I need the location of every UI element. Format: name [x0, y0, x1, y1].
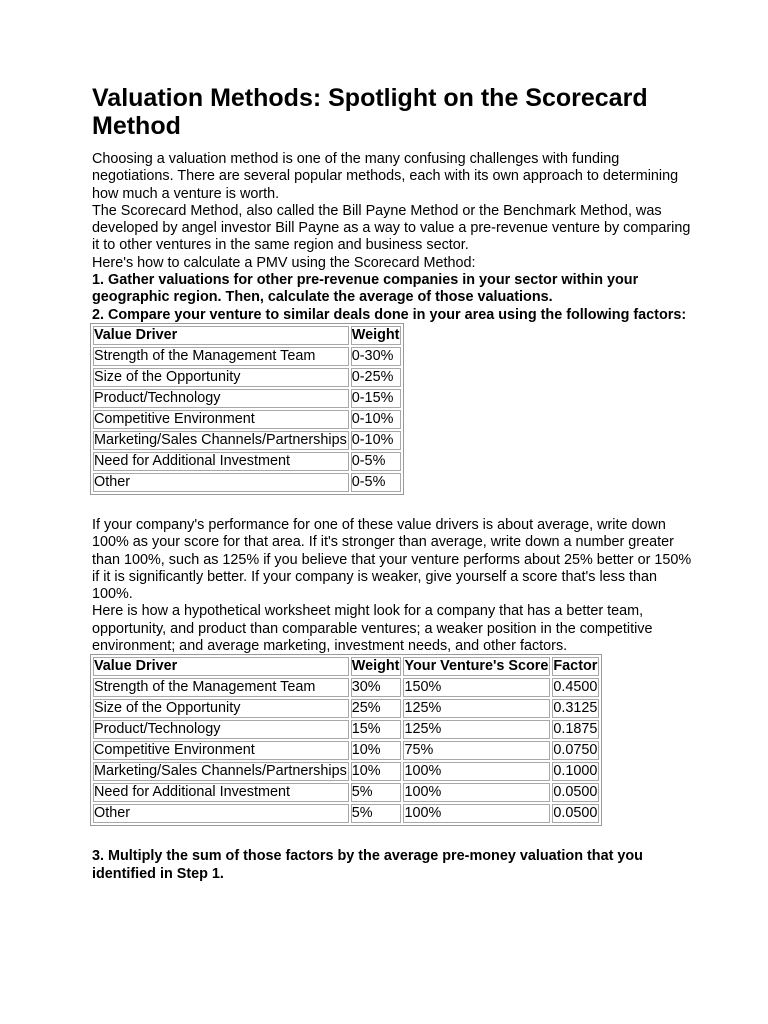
table-cell: Other	[93, 473, 349, 492]
header-score: Your Venture's Score	[404, 658, 549, 675]
table-cell: 0.0500	[553, 784, 598, 801]
table-cell: 0-15%	[351, 389, 402, 408]
spacer	[92, 826, 692, 848]
table-row	[93, 804, 599, 823]
table-header-row	[93, 326, 401, 345]
table-row	[93, 452, 401, 471]
page-title: Valuation Methods: Spotlight on the Scorecard Method	[92, 84, 648, 140]
table-row	[93, 762, 599, 781]
table-cell: Competitive Environment	[93, 410, 349, 429]
table-cell: 0.3125	[553, 700, 598, 717]
table-cell: 0.1000	[553, 763, 598, 780]
table-cell: 100%	[403, 783, 550, 802]
table-row	[93, 389, 401, 408]
worksheet-table	[90, 654, 602, 826]
table-cell: Product/Technology	[93, 720, 349, 739]
intro-paragraph: Choosing a valuation method is one of the many confusing challenges with funding negotiations. There are several popular methods, each with its own approach to determining how much a venture is worth.	[92, 151, 679, 202]
header-weight: Weight	[351, 658, 400, 675]
table-row	[93, 368, 401, 387]
table-cell: 150%	[403, 678, 550, 697]
performance-paragraph: If your company's performance for one of these value drivers is about average, write down 100% as your score for that area. If it's stronger than average, write down a number greater than 100%, such as 125% if you believe that your venture performs about 25% better or 150% if it is significantly better. If your company is weaker, give yourself a score that's less than 100%.	[92, 516, 692, 603]
table-cell: 125%	[403, 720, 550, 739]
table-cell: Size of the Opportunity	[93, 699, 349, 718]
table-cell: Product/Technology	[93, 389, 349, 408]
table-cell: 30%	[351, 678, 402, 697]
table-cell: 5%	[351, 783, 402, 802]
table-cell: 15%	[351, 720, 402, 739]
table-cell: Strength of the Management Team	[93, 347, 349, 366]
weights-table	[90, 323, 404, 495]
spacer	[92, 495, 692, 517]
table-cell: 5%	[351, 804, 402, 823]
table-cell: 0.1875	[553, 721, 598, 738]
table-cell: Marketing/Sales Channels/Partnerships	[94, 431, 347, 448]
header-value-driver: Value Driver	[93, 326, 349, 345]
table-cell: 25%	[351, 699, 402, 718]
table-cell: Other	[93, 804, 349, 823]
table-cell: 0-10%	[351, 431, 402, 450]
table-row	[93, 678, 599, 697]
howto-paragraph: Here's how to calculate a PMV using the Scorecard Method:	[92, 254, 476, 271]
table-row	[93, 431, 401, 450]
table-cell: Need for Additional Investment	[93, 452, 349, 471]
step-1: 1. Gather valuations for other pre-revenue companies in your sector within your geographic region. Then, calculate the average of those valuations.	[92, 272, 639, 306]
table-row	[93, 783, 599, 802]
table-cell: 0-10%	[351, 410, 402, 429]
table-row	[93, 699, 599, 718]
table-cell: 0.0500	[553, 805, 598, 822]
table-cell: Strength of the Management Team	[93, 678, 349, 697]
header-weight: Weight	[351, 326, 400, 343]
table-row	[93, 741, 599, 760]
hypothetical-paragraph: Here is how a hypothetical worksheet might look for a company that has a better team, opportunity, and product than comparable ventures; a weaker position in the competitive environment; and average marketing, investment needs, and other factors.	[92, 603, 653, 655]
table-header-row	[93, 657, 599, 676]
table-row	[93, 410, 401, 429]
table-row	[93, 720, 599, 739]
table-cell: 0.0750	[553, 742, 598, 759]
table-cell: 0.4500	[553, 679, 598, 696]
table-cell: 100%	[403, 762, 550, 781]
table-cell: Size of the Opportunity	[93, 368, 349, 387]
table-cell: 10%	[351, 741, 402, 760]
table-cell: Need for Additional Investment	[93, 783, 349, 802]
table-cell: 0-25%	[351, 368, 402, 387]
table-cell: 10%	[351, 762, 402, 781]
table-cell: Competitive Environment	[93, 741, 349, 760]
scorecard-paragraph: The Scorecard Method, also called the Bill Payne Method or the Benchmark Method, was developed by angel investor Bill Payne as a way to value a pre-revenue venture by comparing it to other ventures in the same region and business sector.	[92, 202, 691, 254]
step-2: 2. Compare your venture to similar deals done in your area using the following factors:	[92, 306, 687, 323]
article-body	[92, 84, 692, 883]
table-cell: 0-30%	[351, 347, 402, 366]
header-value-driver: Value Driver	[93, 657, 349, 676]
table-cell: 75%	[403, 741, 550, 760]
table-row	[93, 473, 401, 492]
table-cell: Marketing/Sales Channels/Partnerships	[94, 763, 347, 780]
step-3: 3. Multiply the sum of those factors by the average pre-money valuation that you identified in Step 1.	[92, 848, 643, 882]
table-cell: 100%	[403, 804, 550, 823]
table-row	[93, 347, 401, 366]
table-cell: 0-5%	[351, 473, 402, 492]
table-cell: 0-5%	[351, 452, 402, 471]
header-factor: Factor	[552, 657, 599, 676]
table-cell: 125%	[403, 699, 550, 718]
